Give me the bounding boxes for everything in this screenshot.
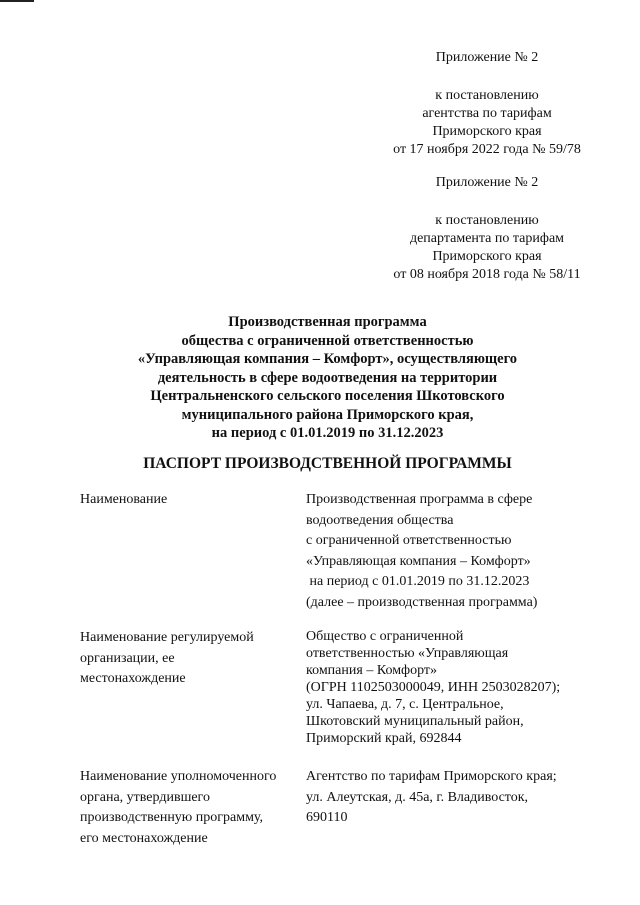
appendix-line: Приморского края bbox=[432, 249, 542, 264]
value-line: Шкотовский муниципальный район, bbox=[306, 714, 524, 729]
passport-row-label bbox=[80, 767, 300, 849]
value-line: Приморский край, 692844 bbox=[306, 731, 462, 746]
program-title-line: общества с ограниченной ответственностью bbox=[181, 332, 474, 349]
value-line: ответственностью «Управляющая bbox=[306, 646, 509, 661]
passport-heading: ПАСПОРТ ПРОИЗВОДСТВЕННОЙ ПРОГРАММЫ bbox=[143, 455, 512, 472]
appendix-title: Приложение № 2 bbox=[435, 50, 539, 65]
appendix-previous-block bbox=[372, 174, 602, 284]
appendix-line: Приморского края bbox=[432, 124, 542, 139]
value-line: компания – Комфорт» bbox=[306, 663, 438, 678]
label-line: организации, ее bbox=[80, 650, 175, 666]
scan-edge-mark bbox=[0, 0, 34, 2]
value-line: с ограниченной ответственностью bbox=[306, 533, 512, 548]
label-line: производственную программу, bbox=[80, 810, 264, 825]
program-title-line: Производственная программа bbox=[228, 314, 427, 330]
appendix-line: к постановлению bbox=[435, 213, 539, 228]
label-line: его местонахождение bbox=[80, 830, 208, 846]
label-line: местонахождение bbox=[80, 671, 186, 686]
value-line: водоотведения общества bbox=[306, 512, 454, 528]
value-line: Агентство по тарифам Приморского края; bbox=[306, 769, 557, 784]
passport-row-value bbox=[306, 628, 606, 747]
value-line: на период с 01.01.2019 по 31.12.2023 bbox=[306, 574, 530, 589]
value-line: «Управляющая компания – Комфорт» bbox=[306, 553, 531, 569]
program-title-line: муниципального района Приморского края, bbox=[181, 406, 474, 423]
program-title-line: на период с 01.01.2019 по 31.12.2023 bbox=[211, 425, 444, 441]
value-line: (далее – производственная программа) bbox=[306, 594, 538, 610]
value-line: 690110 bbox=[306, 810, 348, 825]
program-title-line: деятельность в сфере водоотведения на территории bbox=[157, 369, 498, 386]
passport-row-value bbox=[306, 767, 606, 829]
passport-row-label bbox=[80, 490, 300, 511]
label-line: Наименование уполномоченного bbox=[80, 769, 277, 784]
value-line: ул. Алеутская, д. 45а, г. Владивосток, bbox=[306, 789, 529, 805]
appendix-current-block bbox=[372, 49, 602, 159]
appendix-line: агентства по тарифам bbox=[422, 106, 552, 121]
appendix-line: от 17 ноября 2022 года № 59/78 bbox=[393, 142, 581, 157]
value-line: Производственная программа в сфере bbox=[306, 492, 533, 507]
appendix-line: от 08 ноября 2018 года № 58/11 bbox=[393, 267, 581, 282]
label-line: Наименование bbox=[80, 492, 168, 507]
program-title bbox=[110, 313, 545, 443]
program-title-line: Центральненского сельского поселения Шкотовского bbox=[150, 388, 505, 404]
label-line: органа, утвердившего bbox=[80, 789, 210, 805]
program-title-line: «Управляющая компания – Комфорт», осуществляющего bbox=[137, 351, 518, 367]
value-line: (ОГРН 1102503000049, ИНН 2503028207); bbox=[306, 680, 561, 695]
passport-row-value bbox=[306, 490, 606, 613]
value-line: Общество с ограниченной bbox=[306, 629, 464, 644]
appendix-title: Приложение № 2 bbox=[435, 175, 539, 190]
label-line: Наименование регулируемой bbox=[80, 630, 254, 645]
value-line: ул. Чапаева, д. 7, с. Центральное, bbox=[306, 697, 504, 712]
passport-row-label bbox=[80, 628, 300, 690]
appendix-line: департамента по тарифам bbox=[409, 231, 565, 246]
appendix-line: к постановлению bbox=[435, 88, 539, 103]
